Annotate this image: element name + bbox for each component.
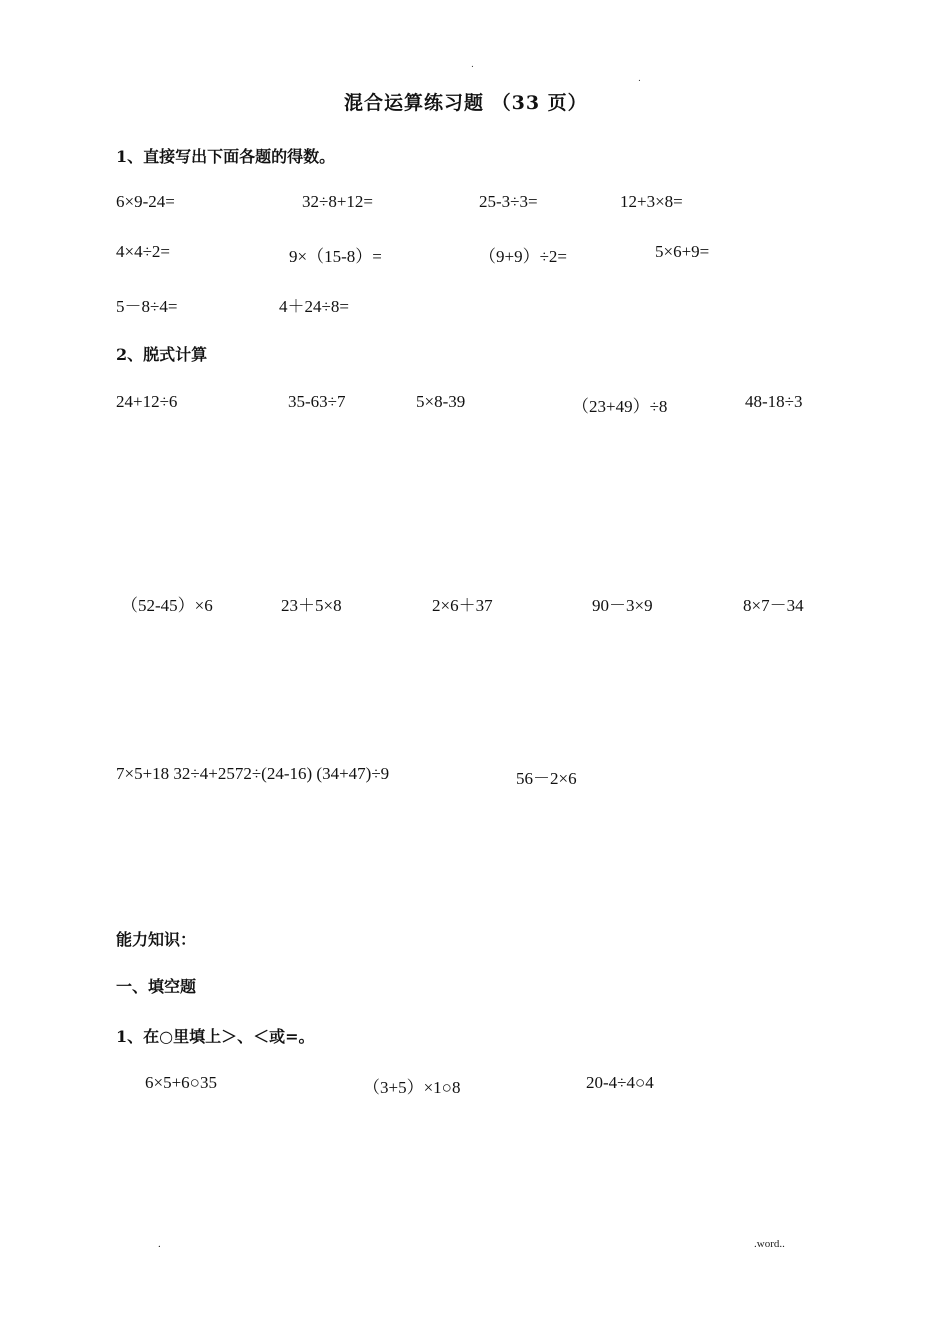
exercise-item: 12+3×8= — [620, 192, 683, 211]
compare-item: 6×5+6○35 — [145, 1073, 217, 1092]
exercise-item: 32÷8+12= — [302, 192, 374, 211]
exercise-item: （23+49）÷8 — [572, 397, 668, 416]
exercise-item: 4×4÷2= — [116, 242, 171, 261]
exercise-item: 5×8-39 — [416, 392, 466, 411]
exercise-item: 25-3÷3= — [479, 192, 538, 211]
exercise-item: 5－8÷4= — [116, 297, 178, 316]
compare-question: 1、在○里填上＞、＜或=。 — [116, 1027, 315, 1046]
exercise-item: 4＋24÷8= — [279, 297, 349, 316]
exercise-item: 56－2×6 — [516, 769, 577, 788]
fill-blank-heading: 一、填空题 — [116, 977, 197, 996]
exercise-item: 7×5+18 32÷4+2572÷(24-16) (34+47)÷9 — [116, 764, 390, 783]
exercise-item: 35-63÷7 — [288, 392, 346, 411]
footer-right: .word.. — [754, 1238, 785, 1250]
exercise-item: 90－3×9 — [592, 596, 653, 615]
exercise-item: 23＋5×8 — [281, 596, 342, 615]
exercise-item: 48-18÷3 — [745, 392, 803, 411]
section1-heading: 1、直接写出下面各题的得数。 — [116, 147, 336, 166]
section2-heading: 2、脱式计算 — [116, 345, 208, 364]
exercise-item: 2×6＋37 — [432, 596, 493, 615]
exercise-item: （52-45）×6 — [121, 596, 213, 615]
compare-item: （3+5）×1○8 — [363, 1078, 461, 1097]
exercise-item: （9+9）÷2= — [479, 247, 568, 266]
header-dot: . — [638, 74, 641, 84]
page-title: 混合运算练习题 （33 页） — [344, 92, 588, 114]
exercise-item: 5×6+9= — [655, 242, 710, 261]
ability-heading: 能力知识： — [116, 930, 197, 949]
exercise-item: 24+12÷6 — [116, 392, 178, 411]
exercise-item: 8×7－34 — [743, 596, 804, 615]
header-dot: . — [471, 60, 474, 70]
footer-left: . — [158, 1238, 161, 1250]
exercise-item: 6×9-24= — [116, 192, 175, 211]
exercise-item: 9×（15-8）= — [289, 247, 382, 266]
compare-item: 20-4÷4○4 — [586, 1073, 654, 1092]
